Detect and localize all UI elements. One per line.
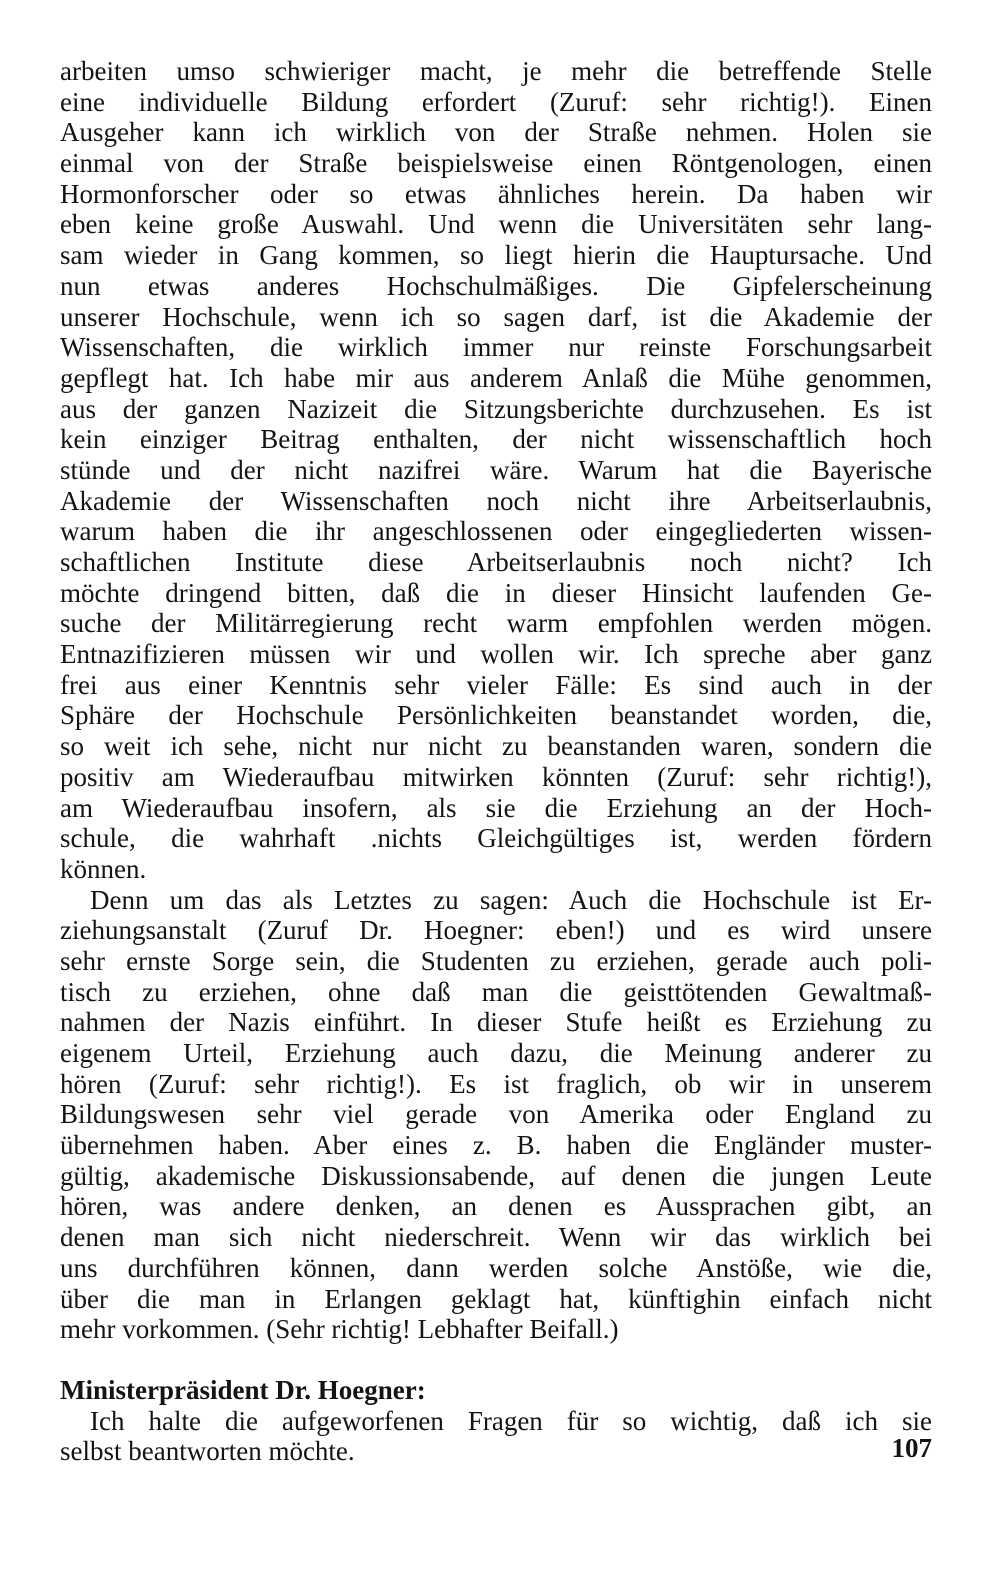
text-line: Bildungswesen sehr viel gerade von Amerika oder England zu (60, 1099, 932, 1130)
text-line: Akademie der Wissenschaften noch nicht ihre Arbeitserlaubnis, (60, 485, 932, 516)
text-line: arbeiten umso schwieriger macht, je mehr die betreffende Stelle (60, 56, 932, 86)
text-line: hören (Zuruf: sehr richtig!). Es ist fraglich, ob wir in unserem (60, 1068, 932, 1099)
text-line: kein einziger Beitrag enthalten, der nicht wissenschaftlich hoch (60, 424, 932, 455)
text-line: Hormonforscher oder so etwas ähnliches herein. Da haben wir (60, 178, 932, 209)
text-line: eben keine große Auswahl. Und wenn die Universitäten sehr lang- (60, 209, 932, 240)
text-line: können. (60, 853, 147, 884)
text-line: warum haben die ihr angeschlossenen oder eingegliederten wissen- (60, 516, 932, 547)
text-line: Ausgeher kann ich wirklich von der Straße nehmen. Holen sie (60, 117, 932, 148)
text-line: aus der ganzen Nazizeit die Sitzungsberichte durchzusehen. Es ist (60, 393, 932, 424)
text-line: sam wieder in Gang kommen, so liegt hierin die Hauptursache. Und (60, 240, 932, 271)
page-number: 107 (891, 1433, 932, 1463)
text-line: uns durchführen können, dann werden solche Anstöße, wie die, (60, 1252, 932, 1283)
paragraph-1 (60, 56, 932, 885)
text-line: suche der Militärregierung recht warm empfohlen werden mögen. (60, 608, 932, 639)
text-line: nahmen der Nazis einführt. In dieser Stufe heißt es Erziehung zu (60, 1007, 932, 1038)
text-line: hören, was andere denken, an denen es Aussprachen gibt, an (60, 1191, 932, 1222)
speaker-heading: Ministerpräsident Dr. Hoegner: (60, 1374, 426, 1405)
text-line: Ich halte die aufgeworfenen Fragen für so wichtig, daß ich sie (90, 1405, 932, 1436)
text-line: einmal von der Straße beispielsweise einen Röntgenologen, einen (60, 148, 932, 179)
text-line: stünde und der nicht nazifrei wäre. Warum hat die Bayerische (60, 454, 932, 485)
text-line: Entnazifizieren müssen wir und wollen wir. Ich spreche aber ganz (60, 639, 932, 670)
text-line: mehr vorkommen. (Sehr richtig! Lebhafter Beifall.) (60, 1314, 619, 1345)
text-line: denen man sich nicht niederschreit. Wenn wir das wirklich bei (60, 1222, 932, 1253)
text-line: möchte dringend bitten, daß die in dieser Hinsicht laufenden Ge- (60, 577, 932, 608)
text-line: gültig, akademische Diskussionsabende, auf denen die jungen Leute (60, 1160, 932, 1191)
text-line: übernehmen haben. Aber eines z. B. haben die Engländer muster- (60, 1130, 932, 1161)
text-line: unserer Hochschule, wenn ich so sagen darf, ist die Akademie der (60, 301, 932, 332)
section-gap (60, 1345, 932, 1375)
text-line: über die man in Erlangen geklagt hat, künftighin einfach nicht (60, 1283, 932, 1314)
text-line: gepflegt hat. Ich habe mir aus anderem Anlaß die Mühe genommen, (60, 362, 932, 393)
text-line: sehr ernste Sorge sein, die Studenten zu erziehen, gerade auch poli- (60, 945, 932, 976)
paragraph-2 (60, 885, 932, 1345)
text-line: eigenem Urteil, Erziehung auch dazu, die Meinung anderer zu (60, 1038, 932, 1068)
text-line: tisch zu erziehen, ohne daß man die geisttötenden Gewaltmaß- (60, 976, 932, 1007)
text-line: eine individuelle Bildung erfordert (Zuruf: sehr richtig!). Einen (60, 86, 932, 117)
text-line: so weit ich sehe, nicht nur nicht zu beanstanden waren, sondern die (60, 731, 932, 762)
text-line: Wissenschaften, die wirklich immer nur reinste Forschungsarbeit (60, 332, 932, 363)
text-line: positiv am Wiederaufbau mitwirken könnten (Zuruf: sehr richtig!), (60, 761, 932, 792)
body-text (60, 56, 932, 1467)
text-line: frei aus einer Kenntnis sehr vieler Fälle: Es sind auch in der (60, 669, 932, 700)
reply-paragraph (60, 1406, 932, 1467)
text-line: Denn um das als Letztes zu sagen: Auch die Hochschule ist Er- (90, 884, 932, 915)
text-line: nun etwas anderes Hochschulmäßiges. Die Gipfelerscheinung (60, 270, 932, 301)
text-line: schule, die wahrhaft .nichts Gleichgültiges ist, werden fördern (60, 823, 932, 854)
text-line: am Wiederaufbau insofern, als sie die Erziehung an der Hoch- (60, 792, 932, 823)
text-line: Sphäre der Hochschule Persönlichkeiten beanstandet worden, die, (60, 700, 932, 731)
text-line: selbst beantworten möchte. (60, 1436, 355, 1467)
document-page (60, 0, 932, 1577)
text-line: ziehungsanstalt (Zuruf Dr. Hoegner: eben!) und es wird unsere (60, 915, 932, 946)
text-line: schaftlichen Institute diese Arbeitserlaubnis noch nicht? Ich (60, 547, 932, 577)
